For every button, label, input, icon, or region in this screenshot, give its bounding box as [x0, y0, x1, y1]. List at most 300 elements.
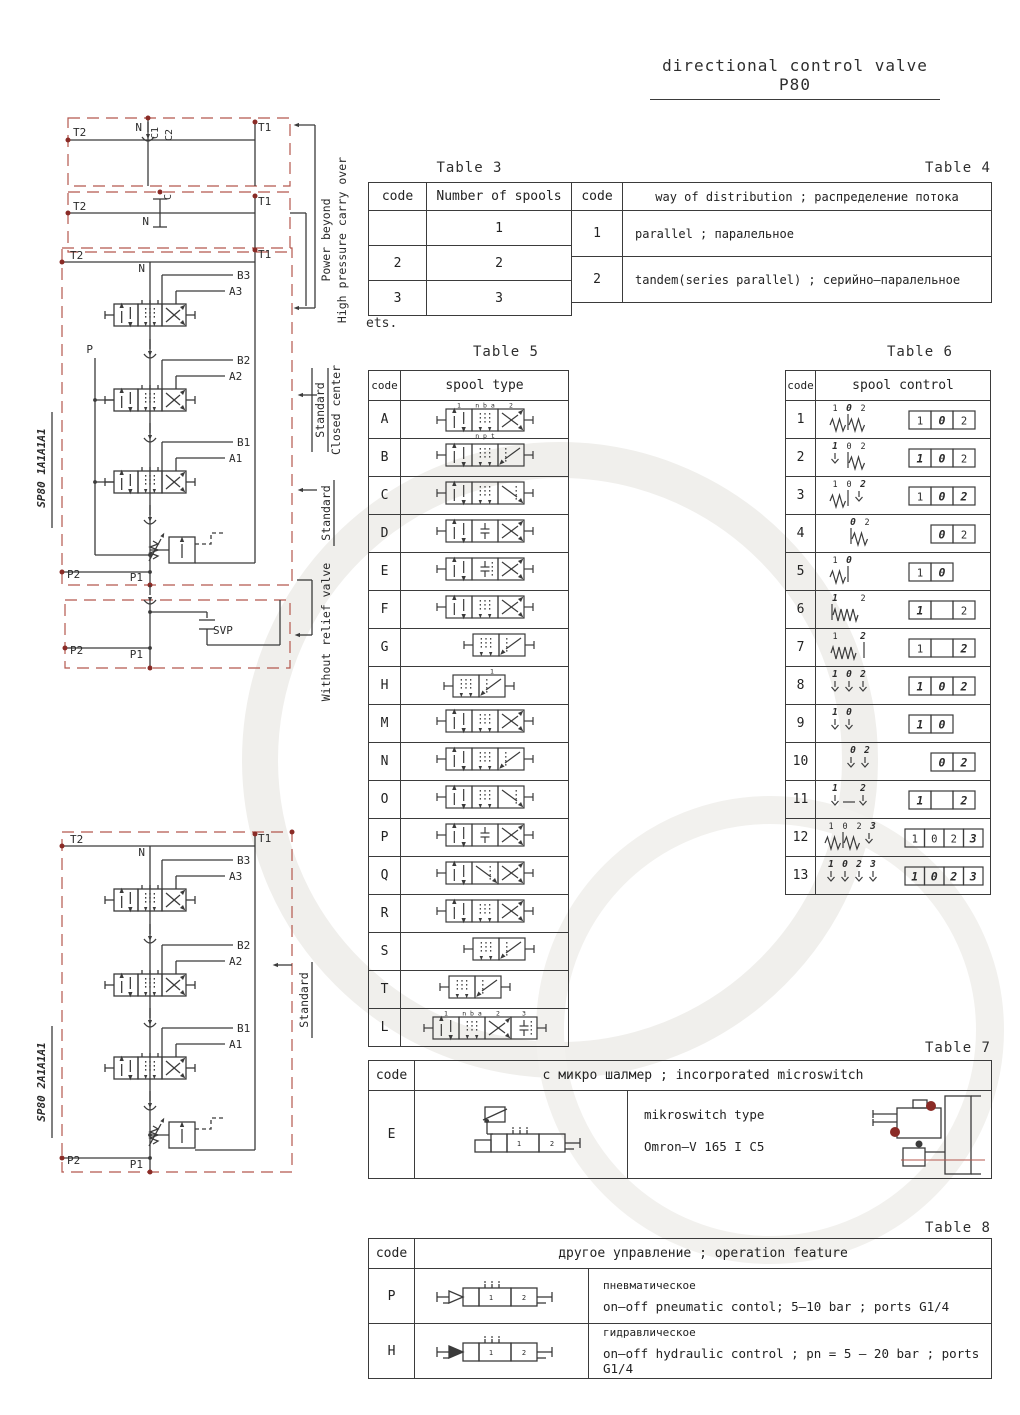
control-position-box: 0 — [938, 451, 946, 466]
spool-type-symbol — [402, 743, 568, 776]
control-position-label: 0 — [846, 555, 852, 566]
control-symbol-cell — [816, 591, 991, 629]
table7-header — [369, 1061, 992, 1091]
operation-code-cell: H — [369, 1324, 415, 1379]
control-position-box: 1 — [916, 679, 924, 694]
spool-type-symbol — [402, 857, 568, 890]
table5-header — [369, 371, 569, 401]
table4-row — [572, 211, 992, 257]
control-code-cell: 8 — [786, 667, 816, 705]
hydraulic-valve-symbol — [417, 1324, 587, 1374]
spool-control-symbol — [817, 553, 989, 586]
control-position-label: 2 — [864, 518, 870, 528]
control-position-label: 0 — [846, 669, 852, 680]
port-dot-icon — [253, 248, 258, 253]
table6-row — [786, 515, 991, 553]
control-symbol-cell — [816, 553, 991, 591]
table4-header — [572, 183, 992, 211]
port-label-b: B1 — [237, 1022, 251, 1035]
spool-code-cell: D — [369, 515, 401, 553]
control-code-cell: 11 — [786, 781, 816, 819]
model-label-top: SP80 1A1A1A1 — [35, 428, 48, 508]
control-code-cell: 1 — [786, 401, 816, 439]
control-position-box: 2 — [960, 529, 968, 542]
control-position-box: 2 — [960, 641, 968, 656]
spool-type-symbol — [402, 1009, 568, 1042]
code-cell: 3 — [369, 281, 427, 316]
port-label-c: C — [163, 193, 174, 201]
control-symbol-cell — [816, 439, 991, 477]
table5-title: Table 5 — [472, 344, 539, 360]
col-header-code: code — [572, 183, 623, 211]
control-position-box: 1 — [916, 415, 924, 428]
table6-title: Table 6 — [886, 344, 953, 360]
pneumatic-valve-symbol — [417, 1269, 587, 1319]
spool-control-symbol — [817, 819, 989, 852]
control-position-label: 0 — [842, 859, 848, 870]
control-position-box: 1 — [916, 567, 924, 580]
control-code-cell: 2 — [786, 439, 816, 477]
table4-row — [572, 257, 992, 303]
spools-cell: 1 — [427, 211, 572, 246]
port-label-n: N — [135, 121, 142, 134]
spool-code-cell: Q — [369, 857, 401, 895]
control-position-box: 0 — [938, 489, 946, 504]
table7-row — [369, 1091, 992, 1179]
table5-row — [369, 895, 569, 933]
spool-type-symbol — [402, 515, 568, 548]
control-position-label: 0 — [846, 403, 852, 414]
spool-code-cell: F — [369, 591, 401, 629]
port-label-b: B2 — [237, 939, 251, 952]
spool-port-label: 3 — [521, 1009, 526, 1018]
annotation-standard-closed-1: Standard — [313, 382, 327, 438]
annotation-standard-bottom: Standard — [297, 972, 311, 1028]
port-label-t2: T2 — [70, 249, 84, 262]
spool-symbol-cell — [401, 667, 569, 705]
control-position-label: 2 — [860, 669, 866, 680]
spool-symbol-cell — [401, 401, 569, 439]
control-position-box: 0 — [930, 869, 938, 884]
spool-port-label: n b a — [474, 401, 495, 410]
control-code-cell: 4 — [786, 515, 816, 553]
port-label-p2: P2 — [70, 644, 84, 657]
control-code-cell: 10 — [786, 743, 816, 781]
port-label-b: B1 — [237, 436, 251, 449]
control-code-cell: 3 — [786, 477, 816, 515]
col-header-spools: Number of spools — [427, 183, 572, 211]
port-dot-icon — [253, 120, 258, 125]
control-position-box: 1 — [911, 833, 918, 846]
port-label-t2: T2 — [73, 200, 87, 213]
col-header-code: code — [369, 183, 427, 211]
port-label-c1: C1 — [150, 126, 161, 140]
port-dot-icon — [60, 844, 65, 849]
spool-control-symbol — [817, 401, 989, 434]
table6-row — [786, 781, 991, 819]
col-header-code: code — [369, 1239, 415, 1269]
table5-row — [369, 1009, 569, 1047]
spool-code-cell: B — [369, 439, 401, 477]
spool-type-symbol — [402, 781, 568, 814]
spool-control-symbol — [817, 515, 989, 548]
svg-text:2: 2 — [549, 1139, 555, 1148]
spool-type-symbol — [402, 895, 568, 928]
table3-header — [369, 183, 572, 211]
table3-row — [369, 281, 572, 316]
port-label-a: A2 — [229, 370, 243, 383]
microswitch-desc-cell — [628, 1091, 992, 1179]
control-code-cell: 13 — [786, 857, 816, 895]
control-position-box: 1 — [916, 793, 924, 808]
control-position-box: 2 — [950, 869, 958, 884]
col-header-code: code — [369, 1061, 415, 1091]
table6-row — [786, 591, 991, 629]
spool-type-symbol — [402, 477, 568, 510]
control-position-label: 2 — [860, 783, 866, 794]
spool-symbol-cell — [401, 705, 569, 743]
operation-desc-cell — [589, 1269, 992, 1324]
spool-type-symbol — [402, 591, 568, 624]
spool-control-symbol — [817, 667, 989, 700]
control-position-label: 1 — [832, 593, 838, 604]
control-symbol-cell — [816, 401, 991, 439]
spool-control-symbol — [817, 477, 989, 510]
spool-port-label: 1 — [443, 1009, 448, 1018]
svg-text:1: 1 — [488, 1349, 493, 1357]
control-symbol-cell — [816, 743, 991, 781]
spool-symbol-cell — [401, 857, 569, 895]
spool-code-cell: A — [369, 401, 401, 439]
control-position-label: 2 — [860, 442, 866, 452]
spool-code-cell: T — [369, 971, 401, 1009]
control-position-label: 2 — [856, 822, 862, 832]
table7-title: Table 7 — [924, 1040, 991, 1056]
port-label-p2: P2 — [67, 568, 81, 581]
microswitch-type-label: mikroswitch type — [644, 1107, 765, 1122]
spool-type-symbol — [402, 705, 568, 738]
spool-type-symbol — [402, 667, 568, 700]
control-position-label: 1 — [828, 822, 834, 832]
annotation-power-beyond: Power beyond — [319, 198, 333, 282]
control-position-label: 2 — [864, 745, 870, 756]
microswitch-symbol-cell — [415, 1091, 628, 1179]
port-dot-icon — [148, 1170, 153, 1175]
control-position-box: 0 — [938, 413, 946, 428]
table8-title: Table 8 — [924, 1220, 991, 1236]
page-title: directional control valve P80 — [650, 56, 940, 100]
control-symbol-cell — [816, 667, 991, 705]
control-position-label: 1 — [832, 404, 838, 414]
port-dot-icon — [146, 116, 151, 121]
microswitch-drawing — [863, 1092, 989, 1178]
table6-row — [786, 705, 991, 743]
spool-code-cell: O — [369, 781, 401, 819]
port-label-b: B2 — [237, 354, 251, 367]
spool-symbol-cell — [401, 933, 569, 971]
table5-row — [369, 819, 569, 857]
control-position-label: 2 — [860, 404, 866, 414]
port-label-t2: T2 — [73, 126, 87, 139]
port-label-p1: P1 — [129, 1158, 143, 1171]
control-position-label: 2 — [860, 631, 866, 642]
col-header-code: code — [369, 371, 401, 401]
table5-row — [369, 591, 569, 629]
table6-row — [786, 629, 991, 667]
port-label-n: N — [142, 215, 149, 228]
control-position-label: 1 — [832, 556, 838, 566]
control-position-box: 2 — [960, 793, 968, 808]
code-cell: 1 — [572, 211, 623, 257]
control-position-label: 0 — [846, 707, 852, 718]
table8-row — [369, 1269, 992, 1324]
operation-symbol-cell — [415, 1324, 589, 1379]
port-label-svp: SVP — [213, 624, 233, 637]
control-position-label: 3 — [870, 821, 876, 832]
control-position-box: 0 — [931, 833, 938, 846]
control-code-cell: 5 — [786, 553, 816, 591]
svg-text:2: 2 — [521, 1294, 526, 1302]
control-symbol-cell — [816, 857, 991, 895]
spool-type-symbol — [402, 629, 568, 662]
port-label-t1: T1 — [258, 195, 272, 208]
microswitch-image — [863, 1092, 989, 1182]
operation-desc-en: on–off hydraulic control ; pn = 5 – 20 bar ; ports G1/4 — [603, 1346, 980, 1376]
spool-code-cell: C — [369, 477, 401, 515]
table5-row — [369, 971, 569, 1009]
port-dot-icon — [290, 830, 295, 835]
spool-code-cell: S — [369, 933, 401, 971]
control-position-box: 1 — [916, 717, 924, 732]
control-symbol-cell — [816, 781, 991, 819]
table6-row — [786, 553, 991, 591]
table3-row — [369, 211, 572, 246]
svg-text:1: 1 — [516, 1139, 522, 1148]
spool-type-symbol — [402, 971, 568, 1004]
table6-row — [786, 439, 991, 477]
spool-symbol-cell — [401, 781, 569, 819]
table6-row — [786, 743, 991, 781]
operation-name-ru: гидравлическое — [603, 1326, 696, 1339]
control-position-label: 2 — [860, 594, 866, 604]
spool-type-symbol — [402, 401, 568, 440]
spool-code-cell: M — [369, 705, 401, 743]
spool-symbol-cell — [401, 477, 569, 515]
port-label-b: B3 — [237, 854, 251, 867]
control-position-box: 0 — [938, 679, 946, 694]
table5-row — [369, 857, 569, 895]
spool-type-symbol — [402, 439, 568, 472]
annotation-standard: Standard — [319, 485, 333, 541]
table5-row — [369, 705, 569, 743]
control-position-box: 2 — [950, 833, 957, 846]
microswitch-code-cell: E — [369, 1091, 415, 1179]
table5-row — [369, 743, 569, 781]
control-position-label: 0 — [850, 745, 856, 756]
annotation-standard-closed-2: Closed center — [329, 364, 343, 456]
port-label-p1: P1 — [129, 648, 143, 661]
spool-type-symbol — [402, 553, 568, 586]
table6-row — [786, 667, 991, 705]
spool-type-symbol — [402, 933, 568, 966]
table3-row — [369, 246, 572, 281]
control-position-box: 1 — [911, 869, 919, 884]
table5-row — [369, 477, 569, 515]
distribution-cell: tandem(series parallel) ; серийно–паралельное — [623, 257, 992, 303]
control-position-label: 0 — [846, 480, 852, 490]
control-position-box: 2 — [960, 679, 968, 694]
spool-symbol-cell — [401, 439, 569, 477]
code-cell: 2 — [369, 246, 427, 281]
col-header-operation: другое управление ; operation feature — [415, 1239, 992, 1269]
operation-desc-en: on–off pneumatic contol; 5–10 bar ; ports G1/4 — [603, 1298, 950, 1314]
control-position-label: 1 — [832, 441, 838, 452]
spool-control-symbol — [817, 705, 989, 738]
spool-port-label: n p t — [474, 432, 495, 440]
microswitch-valve-symbol — [421, 1097, 621, 1169]
control-position-label: 1 — [832, 669, 838, 680]
table6-row — [786, 477, 991, 515]
control-symbol-cell — [816, 515, 991, 553]
port-label-p2: P2 — [67, 1154, 81, 1167]
port-label-n: N — [138, 846, 145, 859]
port-dot-icon — [60, 570, 65, 575]
spool-control-symbol — [817, 439, 989, 472]
spool-type-symbol — [402, 819, 568, 852]
table5-row — [369, 553, 569, 591]
port-label-t1: T1 — [258, 121, 272, 134]
operation-name-ru: пневматическое — [603, 1278, 696, 1292]
table5-row — [369, 629, 569, 667]
control-position-label: 0 — [846, 442, 852, 452]
port-label-n: N — [138, 262, 145, 275]
control-position-box: 2 — [960, 605, 968, 618]
spool-port-label: 2 — [495, 1009, 500, 1018]
control-position-box: 3 — [969, 831, 977, 846]
spool-code-cell: G — [369, 629, 401, 667]
control-position-label: 1 — [832, 480, 838, 490]
spool-symbol-cell — [401, 591, 569, 629]
control-position-label: 2 — [860, 479, 866, 490]
control-position-box: 0 — [938, 527, 946, 542]
operation-symbol-cell — [415, 1269, 589, 1324]
control-symbol-cell — [816, 819, 991, 857]
control-position-box: 0 — [938, 565, 946, 580]
port-label-p1: P1 — [129, 571, 143, 584]
control-position-label: 0 — [850, 517, 856, 528]
table5-row — [369, 781, 569, 819]
table6-row — [786, 819, 991, 857]
spool-control-symbol — [817, 781, 989, 814]
spool-code-cell: P — [369, 819, 401, 857]
spool-port-label: 2 — [508, 401, 513, 410]
control-position-box: 2 — [960, 489, 968, 504]
control-position-label: 1 — [832, 783, 838, 794]
annotation-without-relief: Without relief valve — [319, 562, 333, 702]
port-dot-icon — [60, 1156, 65, 1161]
spool-code-cell: E — [369, 553, 401, 591]
spool-symbol-cell — [401, 515, 569, 553]
table5-row — [369, 439, 569, 477]
port-label-a: A1 — [229, 452, 243, 465]
spool-control-symbol — [817, 743, 989, 776]
microswitch-model-label: Omron–V 165 I C5 — [644, 1139, 765, 1154]
control-position-box: 1 — [916, 603, 924, 618]
spool-code-cell: H — [369, 667, 401, 705]
spool-port-label: 1 — [456, 401, 461, 410]
table5-row — [369, 401, 569, 439]
circuit-diagram-bottom — [25, 820, 370, 1195]
spool-port-label: 1 — [489, 667, 494, 676]
control-position-box: 1 — [916, 451, 924, 466]
code-cell — [369, 211, 427, 246]
operation-code-cell: P — [369, 1269, 415, 1324]
spool-control-symbol — [817, 629, 989, 662]
spool-symbol-cell — [401, 553, 569, 591]
control-position-label: 3 — [870, 859, 876, 870]
spool-symbol-cell — [401, 895, 569, 933]
spool-symbol-cell — [401, 743, 569, 781]
spool-symbol-cell — [401, 629, 569, 667]
control-symbol-cell — [816, 477, 991, 515]
table3-footnote: ets. — [366, 316, 398, 331]
spool-symbol-cell — [401, 1009, 569, 1047]
control-code-cell: 12 — [786, 819, 816, 857]
control-position-box: 2 — [960, 755, 968, 770]
port-label-c2: C2 — [164, 128, 175, 142]
model-label-bottom: SP80 2A1A1A1 — [35, 1042, 48, 1122]
control-position-box: 2 — [960, 453, 968, 466]
table8-header — [369, 1239, 992, 1269]
svg-text:2: 2 — [521, 1349, 526, 1357]
control-position-label: 2 — [856, 859, 862, 870]
col-header-microswitch: с микро шалмер ; incorporated microswitch — [415, 1061, 992, 1091]
port-dot-icon — [148, 666, 153, 671]
port-label-a: A2 — [229, 955, 243, 968]
port-label-a: A3 — [229, 285, 243, 298]
control-position-label: 1 — [832, 632, 838, 642]
svg-text:1: 1 — [488, 1294, 493, 1302]
control-position-box: 2 — [960, 415, 968, 428]
table8-row — [369, 1324, 992, 1379]
port-label-t2: T2 — [70, 833, 84, 846]
control-position-box: 3 — [969, 869, 977, 884]
control-position-box: 0 — [938, 717, 946, 732]
control-position-box: 1 — [916, 491, 924, 504]
table6-row — [786, 857, 991, 895]
control-code-cell: 6 — [786, 591, 816, 629]
control-position-box: 0 — [938, 755, 946, 770]
port-dot-icon — [158, 190, 163, 195]
spool-code-cell: L — [369, 1009, 401, 1047]
spool-code-cell: N — [369, 743, 401, 781]
control-code-cell: 9 — [786, 705, 816, 743]
spools-cell: 2 — [427, 246, 572, 281]
col-header-spool-type: spool type — [401, 371, 569, 401]
table6-row — [786, 401, 991, 439]
port-label-p: P — [86, 343, 93, 356]
annotation-carry-over: High pressure carry over — [335, 156, 349, 324]
circuit-diagrams-top — [25, 100, 370, 725]
control-symbol-cell — [816, 705, 991, 743]
table3-title: Table 3 — [436, 160, 503, 176]
port-dot-icon — [63, 646, 68, 651]
code-cell: 2 — [572, 257, 623, 303]
table5-row — [369, 667, 569, 705]
spools-cell: 3 — [427, 281, 572, 316]
control-code-cell: 7 — [786, 629, 816, 667]
port-label-b: B3 — [237, 269, 251, 282]
